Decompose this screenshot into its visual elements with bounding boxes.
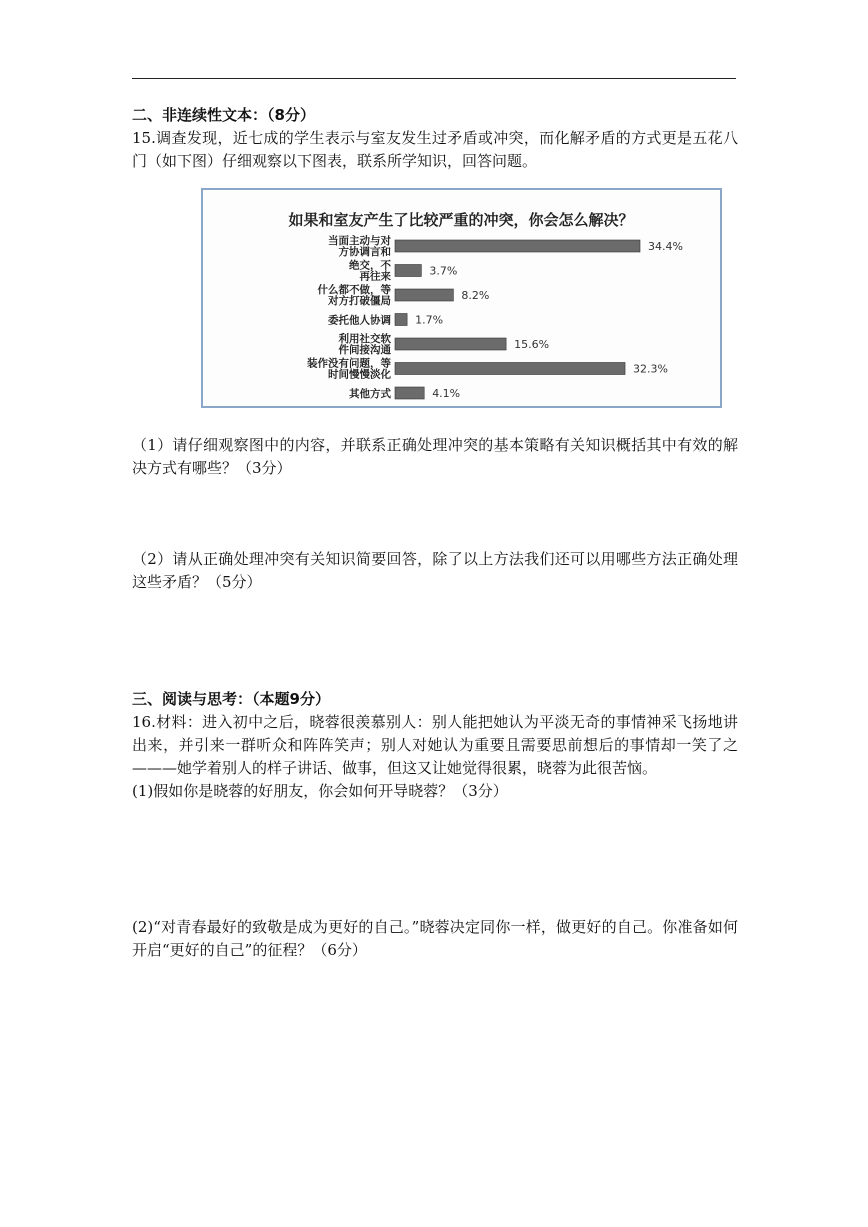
data-label: 1.7% [415,313,444,327]
section-3 [132,688,738,803]
chart-bar [395,338,506,350]
question-15-part-1 [132,434,738,480]
section-2-heading: 二、非连续性文本：（8分） [132,106,315,124]
question-16-part-2 [132,916,738,962]
data-label: 4.1% [432,387,461,400]
top-rule [132,78,736,79]
chart-title: 如果和室友产生了比较严重的冲突，你会怎么解决？ [288,211,634,229]
chart-canvas [203,190,720,406]
category-label: 什么都不做，等对方打破僵局 [317,284,391,307]
question-15-sub-2: （2）请从正确处理冲突有关知识简要回答，除了以上方法我们还可以用哪些方法正确处理这些矛盾？（5分） [132,550,738,591]
chart-bar [395,265,421,277]
question-15-part-2 [132,548,738,594]
question-16-sub-1: (1)假如你是晓蓉的好朋友，你会如何开导晓蓉？（3分） [132,782,508,800]
chart-bar [395,240,640,252]
chart-bar [395,387,424,399]
chart-bar [395,314,407,326]
category-label: 装作没有问题，等时间慢慢淡化 [307,357,391,381]
section-2 [132,104,738,173]
chart-bar [395,289,453,301]
question-15-intro: 15.调查发现，近七成的学生表示与室友发生过矛盾或冲突，而化解矛盾的方式更是五花八门（如下图）仔细观察以下图表，联系所学知识，回答问题。 [132,129,738,170]
category-label: 当面主动与对方协调言和 [328,235,391,258]
conflict-resolution-chart [201,188,722,408]
category-label: 利用社交软件间接沟通 [338,333,391,356]
data-label: 32.3% [633,362,668,376]
data-label: 15.6% [514,338,550,351]
section-3-heading: 三、阅读与思考：（本题9分） [132,690,330,708]
question-16-material: 16.材料：进入初中之后，晓蓉很羡慕别人：别人能把她认为平淡无奇的事情神采飞扬地讲出来，并引来一群听众和阵阵笑声；别人对她认为重要且需要思前想后的事情却一笑了之———她学着别人的样子讲话、做事，但这又让她觉得很累，晓蓉为此很苦恼。 [132,713,738,777]
chart-bar [395,363,625,375]
question-16-sub-2: (2)“对青春最好的致敬是成为更好的自己。”晓蓉决定同你一样，做更好的自己。你准备如何开启“更好的自己”的征程？（6分） [132,918,738,959]
category-label: 委托他人协调 [328,314,391,327]
data-label: 34.4% [648,240,683,253]
question-15-sub-1: （1）请仔细观察图中的内容，并联系正确处理冲突的基本策略有关知识概括其中有效的解决方式有哪些？（3分） [132,436,738,477]
category-label: 绝交，不再往来 [349,259,391,283]
data-label: 3.7% [429,264,458,278]
category-label: 其他方式 [349,388,391,400]
data-label: 8.2% [461,289,490,302]
